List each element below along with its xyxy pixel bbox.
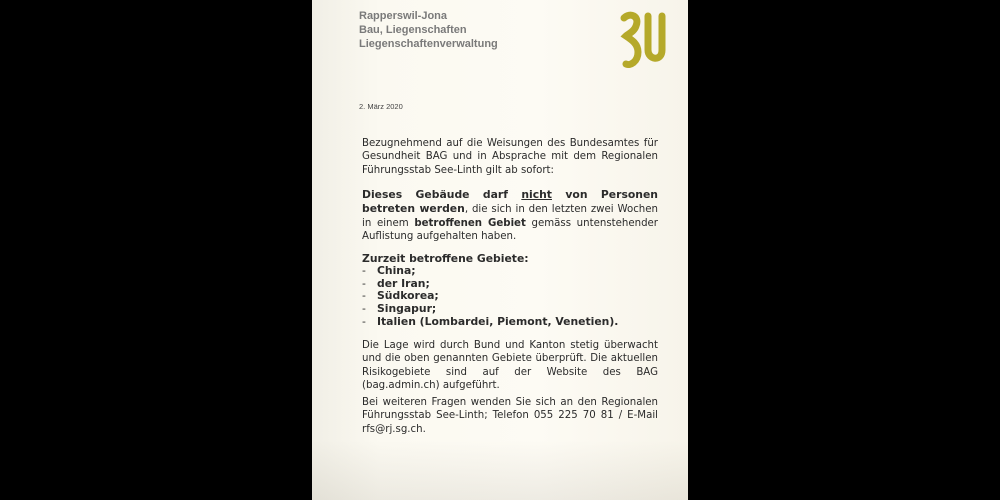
list-item: - China;: [362, 264, 416, 278]
ban-affected-area: betroffenen Gebiet: [414, 217, 526, 229]
ban-lead-start: Dieses Gebäude darf: [362, 188, 522, 201]
intro-paragraph: Bezugnehmend auf die Weisungen des Bundesamtes für Gesundheit BAG und in Absprache mit dem Regionalen Führungsstab See-Linth gilt ab sofort:: [362, 138, 658, 176]
letterhead-department: Bau, Liegenschaften: [359, 24, 467, 36]
list-item: - Italien (Lombardei, Piemont, Venetien).: [362, 314, 619, 328]
ban-emphasis-nicht: nicht: [521, 188, 552, 201]
ban-lead-end: von Personen betreten werden: [362, 188, 658, 216]
letterhead-office: Liegenschaftenverwaltung: [359, 38, 498, 50]
list-item: - Singapur;: [362, 302, 437, 316]
ban-text-end: gemäss untenstehender Auflistung aufgehalten haben.: [362, 217, 658, 242]
rj-logo-icon: [616, 10, 668, 68]
entry-ban-paragraph: [362, 188, 658, 243]
letterhead-city: Rapperswil-Jona: [359, 10, 448, 22]
affected-areas-list: [362, 265, 658, 328]
affected-areas-heading: Zurzeit betroffene Gebiete:: [362, 252, 529, 265]
situation-paragraph: Die Lage wird durch Bund und Kanton stetig überwacht und die oben genannten Gebiete überprüft. Die aktuellen Risikogebiete sind auf der Website des BAG (bag.admin.ch) aufgeführt.: [362, 340, 658, 391]
contact-paragraph: Bei weiteren Fragen wenden Sie sich an den Regionalen Führungsstab See-Linth; Telefon 055 225 70 81 / E-Mail rfs@rj.sg.ch.: [362, 397, 658, 435]
notice-sheet: [312, 0, 688, 500]
letterhead: [359, 9, 498, 51]
list-item: - der Iran;: [362, 276, 430, 290]
list-item: - Südkorea;: [362, 289, 439, 303]
letter-date: 2. März 2020: [359, 102, 403, 111]
affected-areas: [362, 252, 658, 328]
ban-text-middle: , die sich in den letzten zwei Wochen in einem: [362, 204, 658, 229]
